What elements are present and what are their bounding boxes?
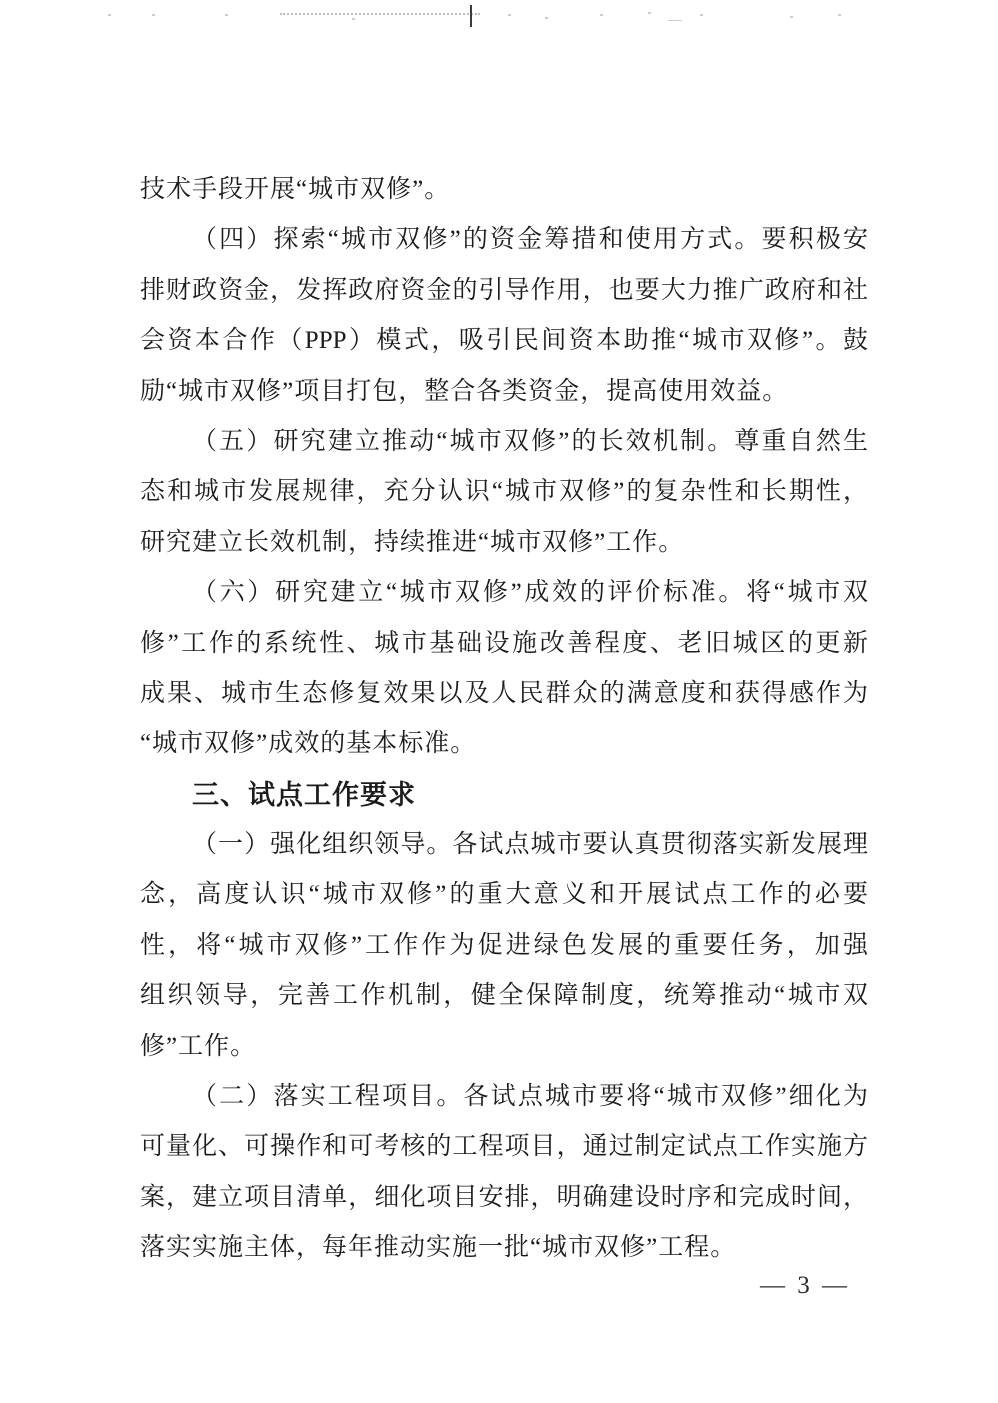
paragraph-start-line: （六）研究建立“城市双修”成效的评价标准。将“城市双 xyxy=(192,579,868,607)
text-line: 技术手段开展“城市双修”。 xyxy=(140,176,451,203)
text-line: 可量化、可操作和可考核的工程项目，通过制定试点工作实施方 xyxy=(140,1133,868,1161)
text-line: “城市双修”成效的基本标准。 xyxy=(140,730,477,758)
scan-artifact-dot xyxy=(700,14,703,16)
scan-artifact-dot xyxy=(600,14,603,16)
text-line: 会资本合作（PPP）模式，吸引民间资本助推“城市双修”。鼓 xyxy=(140,327,868,355)
text-line: 念，高度认识“城市双修”的重大意义和开展试点工作的必要 xyxy=(140,881,868,909)
text-line: 修”工作的系统性、城市基础设施改善程度、老旧城区的更新 xyxy=(140,629,868,657)
paragraph-start-line: （一）强化组织领导。各试点城市要认真贯彻落实新发展理 xyxy=(192,831,868,859)
text-line: 组织领导，完善工作机制，健全保障制度，统筹推动“城市双 xyxy=(140,982,868,1010)
scan-artifact-dot xyxy=(648,12,651,14)
text-line: 态和城市发展规律，充分认识“城市双修”的复杂性和长期性， xyxy=(140,478,868,506)
scan-artifact-dot xyxy=(790,16,793,18)
scan-artifact-dot xyxy=(545,17,548,19)
section-heading: 三、试点工作要求 xyxy=(192,779,416,810)
text-line: 研究建立长效机制，持续推进“城市双修”工作。 xyxy=(140,528,685,556)
scan-artifact-dot xyxy=(838,14,841,16)
text-line: 排财政资金，发挥政府资金的引导作用，也要大力推广政府和社 xyxy=(140,276,868,304)
scan-artifact-dot xyxy=(225,14,228,16)
scan-artifact-dot xyxy=(668,20,682,21)
text-line: 落实实施主体，每年推动实施一批“城市双修”工程。 xyxy=(140,1234,737,1262)
text-line: 成果、城市生态修复效果以及人民群众的满意度和获得感作为 xyxy=(140,679,868,707)
text-line: 修”工作。 xyxy=(140,1032,257,1060)
text-line: 案，建立项目清单，细化项目安排，明确建设时序和完成时间， xyxy=(140,1183,868,1211)
document-body xyxy=(140,165,868,1274)
paragraph-start-line: （五）研究建立推动“城市双修”的长效机制。尊重自然生 xyxy=(192,427,868,455)
text-line: 性，将“城市双修”工作作为促进绿色发展的重要任务，加强 xyxy=(140,931,868,959)
scan-artifact-dot xyxy=(352,18,355,20)
paragraph-start-line: （二）落实工程项目。各试点城市要将“城市双修”细化为 xyxy=(192,1083,868,1111)
scan-artifact-tick xyxy=(470,5,472,27)
paragraph-start-line: （四）探索“城市双修”的资金筹措和使用方式。要积极安 xyxy=(192,226,868,254)
text-line: 励“城市双修”项目打包，整合各类资金，提高使用效益。 xyxy=(140,377,789,405)
scan-artifact-dot xyxy=(108,14,111,16)
scan-artifact-dot xyxy=(152,14,155,16)
page-number: — 3 — xyxy=(760,1272,850,1299)
scan-artifact-dashline xyxy=(280,13,480,15)
scan-artifact-dot xyxy=(508,14,511,16)
